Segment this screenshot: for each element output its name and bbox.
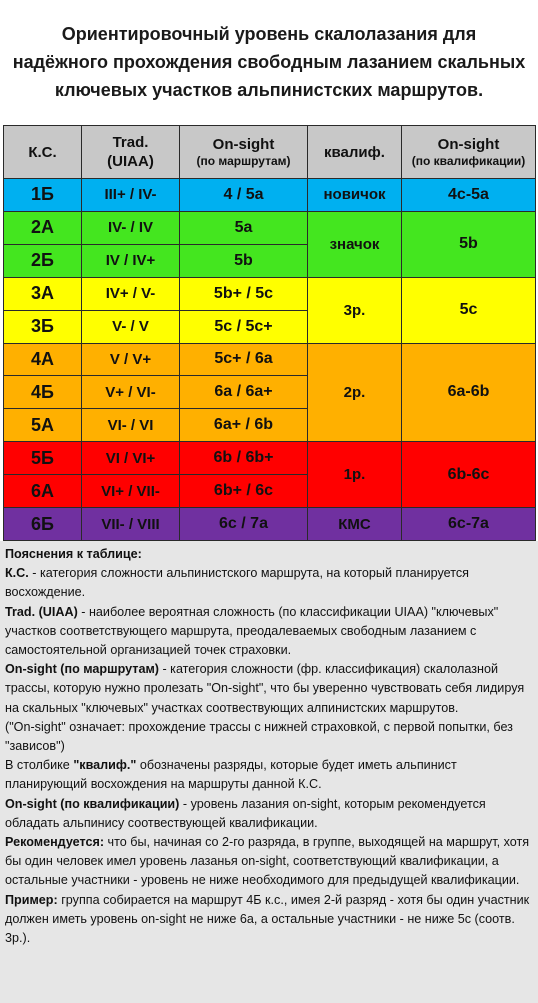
header-onsight-qualification-line2: (по квалификации): [411, 154, 526, 168]
title-line-1: Ориентировочный уровень скалолазания для: [61, 24, 477, 44]
cell-kvalif: значок: [308, 211, 402, 277]
cell-onsight: 5c / 5c+: [180, 310, 308, 343]
cell-ks: 2Б: [4, 244, 82, 277]
header-onsight-qualification-line1: On-sight: [437, 136, 500, 153]
cell-ks: 3А: [4, 277, 82, 310]
header-kvalif: квалиф.: [308, 126, 402, 179]
note-uiaa-text: - наиболее вероятная сложность (по классификации UIAA) "ключевых" участков соответствующего маршрута, преодалеваемых свободным лазанием с самостоятельной организацией точек страховки.: [5, 604, 499, 658]
cell-uiaa: V- / V: [82, 310, 180, 343]
header-onsight-qualification: [402, 126, 536, 179]
cell-uiaa: VI- / VI: [82, 409, 180, 442]
table-row: [4, 179, 536, 212]
header-uiaa-line1: Trad.: [112, 134, 149, 151]
table-header-row: [4, 126, 536, 179]
cell-onsight: 4 / 5a: [180, 179, 308, 212]
cell-ks: 2А: [4, 211, 82, 244]
cell-onsight-qualification: 6b-6c: [402, 442, 536, 508]
note-uiaa-label: Trad. (UIAA): [5, 604, 78, 619]
header-onsight-routes-line1: On-sight: [212, 136, 275, 153]
header-uiaa-line2: (UIAA): [107, 153, 154, 170]
note-kvalif: [5, 756, 532, 794]
note-onsight-qualification-text: - уровень лазания on-sight, которым рекомендуется обладать альпинису соотвествующей квалификации.: [5, 796, 486, 830]
note-kvalif-pre: В столбике: [5, 758, 74, 773]
header-onsight-routes-line2: (по маршрутам): [196, 154, 291, 168]
notes-section: [0, 541, 538, 1003]
cell-uiaa: V+ / VI-: [82, 376, 180, 409]
title-line-3: ключевых участков альпинистских маршрутов.: [54, 80, 484, 100]
header-uiaa: [82, 126, 180, 179]
title-line-2: надёжного прохождения свободным лазанием скальных: [12, 52, 526, 72]
page-title: [6, 8, 532, 116]
cell-ks: 1Б: [4, 179, 82, 212]
cell-uiaa: III+ / IV-: [82, 179, 180, 212]
cell-onsight: 6b / 6b+: [180, 442, 308, 475]
cell-uiaa: VI / VI+: [82, 442, 180, 475]
cell-onsight: 6b+ / 6c: [180, 475, 308, 508]
cell-onsight-qualification: 6a-6b: [402, 343, 536, 442]
cell-ks: 6А: [4, 475, 82, 508]
note-kvalif-label: "квалиф.": [73, 758, 137, 773]
note-recommendation: [5, 833, 532, 891]
cell-onsight-qualification: 5c: [402, 277, 536, 343]
cell-onsight: 5c+ / 6a: [180, 343, 308, 376]
cell-ks: 3Б: [4, 310, 82, 343]
note-onsight-qualification-label: On-sight (по квалификации): [5, 796, 180, 811]
cell-onsight: 6a+ / 6b: [180, 409, 308, 442]
cell-uiaa: VI+ / VII-: [82, 475, 180, 508]
cell-onsight: 5b: [180, 244, 308, 277]
note-ks-text: - категория сложности альпинистского маршрута, на который планируется восхождение.: [5, 566, 470, 600]
table-row: [4, 277, 536, 310]
note-onsight-routes-label: On-sight (по маршрутам): [5, 662, 159, 677]
cell-onsight-qualification: 4c-5a: [402, 179, 536, 212]
cell-ks: 6Б: [4, 508, 82, 541]
cell-kvalif: КМС: [308, 508, 402, 541]
table-row: [4, 442, 536, 475]
cell-uiaa: IV / IV+: [82, 244, 180, 277]
note-onsight-routes: [5, 660, 532, 718]
note-uiaa: [5, 603, 532, 661]
table-row: [4, 343, 536, 376]
header-ks: К.С.: [4, 126, 82, 179]
cell-kvalif: 1р.: [308, 442, 402, 508]
note-example-label: Пример:: [5, 892, 58, 907]
cell-uiaa: V / V+: [82, 343, 180, 376]
table-row: [4, 211, 536, 244]
notes-heading: Пояснения к таблице:: [5, 547, 142, 561]
note-onsight-qualification: [5, 795, 532, 833]
note-ks-label: К.С.: [5, 566, 29, 581]
cell-onsight: 6a / 6a+: [180, 376, 308, 409]
grades-table: [3, 125, 536, 541]
cell-uiaa: IV- / IV: [82, 211, 180, 244]
cell-ks: 4Б: [4, 376, 82, 409]
header-onsight-routes: [180, 126, 308, 179]
note-kvalif-text: обозначены разряды, которые будет иметь альпинист планирующий восхождения на маршруты данной К.С.: [5, 758, 457, 792]
cell-onsight: 6c / 7a: [180, 508, 308, 541]
cell-onsight-qualification: 5b: [402, 211, 536, 277]
cell-onsight: 5b+ / 5c: [180, 277, 308, 310]
cell-kvalif: 3р.: [308, 277, 402, 343]
cell-onsight-qualification: 6c-7a: [402, 508, 536, 541]
note-ks: [5, 564, 532, 602]
cell-ks: 5Б: [4, 442, 82, 475]
note-onsight-routes-text: - категория сложности (фр. классификация) скалолазной трассы, которую нужно пролезать "On-sight", что бы уверенно чувствовать себя лидируя на скальных "ключевых" участках соотвествующих алпинистских маршрутов.: [5, 662, 525, 715]
cell-ks: 4А: [4, 343, 82, 376]
note-onsight-definition: ("On-sight" означает: прохождение трассы с нижней страховкой, с первой попытки, без "зависов"): [5, 719, 513, 754]
note-recommendation-label: Рекомендуется:: [5, 835, 105, 850]
cell-uiaa: IV+ / V-: [82, 277, 180, 310]
note-example-text: группа собирается на маршрут 4Б к.с., имея 2-й разряд - хотя бы один участник должен иметь уровень on-sight не ниже 6а, а остальные участники - не ниже 5с (соотв. 3р.).: [5, 892, 530, 946]
cell-ks: 5А: [4, 409, 82, 442]
cell-uiaa: VII- / VIII: [82, 508, 180, 541]
table-row: [4, 508, 536, 541]
cell-kvalif: 2р.: [308, 343, 402, 442]
cell-onsight: 5a: [180, 211, 308, 244]
note-example: [5, 891, 532, 949]
note-recommendation-text: что бы, начиная со 2-го разряда, в группе, выходящей на маршрут, хотя бы один человек имел уровень лазанья on-sight, соответствующий квалификации, а остальные участники - уровень не ниже необходимого для предыдущей квалификации.: [5, 835, 530, 888]
cell-kvalif: новичок: [308, 179, 402, 212]
